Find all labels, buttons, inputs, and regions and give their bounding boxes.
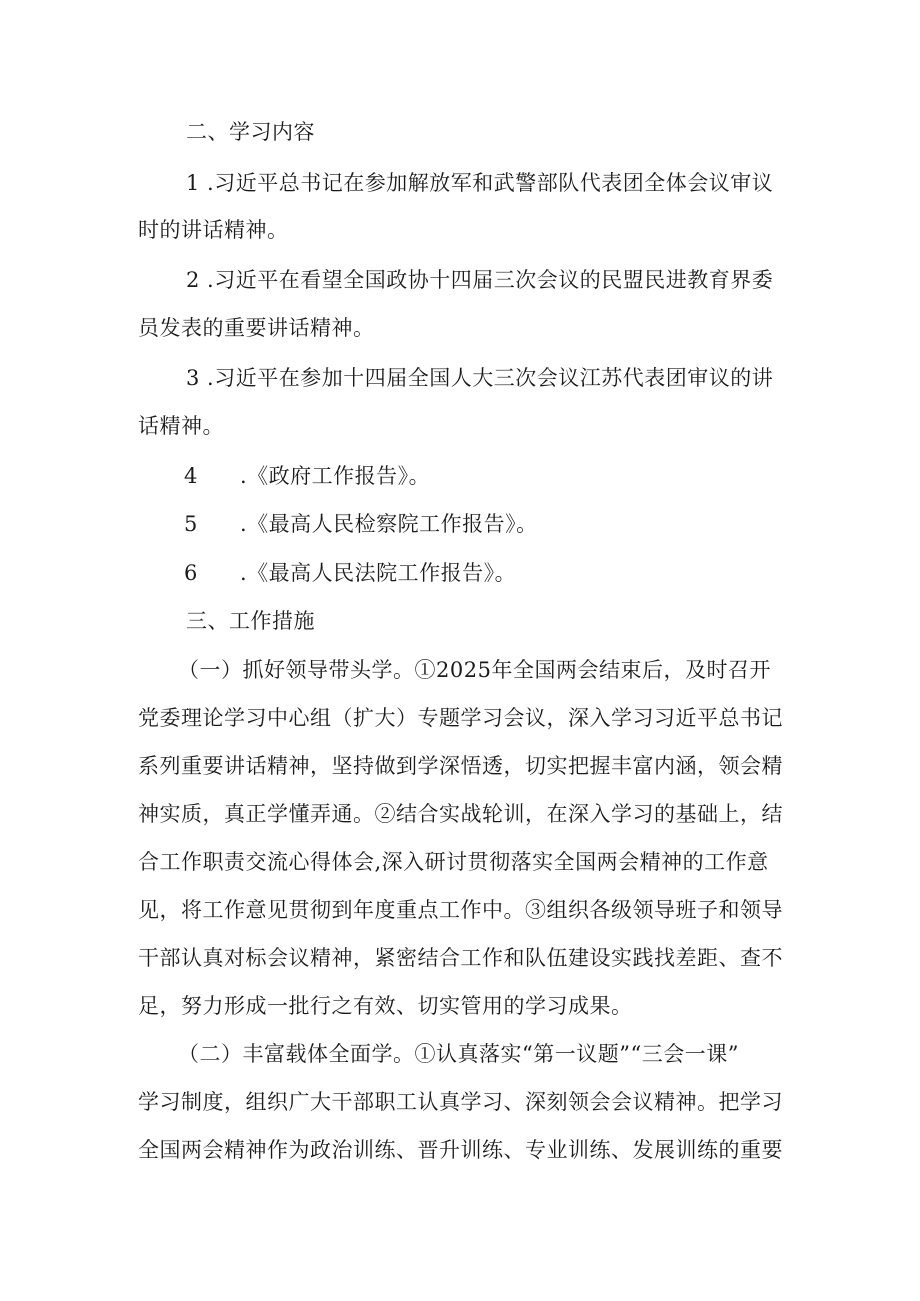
study-item-4-number: 4 xyxy=(184,464,198,488)
measure-1-line-5: 合工作职责交流心得体会,深入研讨贯彻落实全国两会精神的工作意 xyxy=(138,850,769,874)
study-item-1-line-1: 1 .习近平总书记在参加解放军和武警部队代表团全体会议审议 xyxy=(186,171,774,195)
measure-1-line-1: （一）抓好领导带头学。①2025年全国两会结束后，及时召开 xyxy=(178,658,771,682)
measure-1-line-8: 足，努力形成一批行之有效、切实管用的学习成果。 xyxy=(138,994,633,1018)
section-heading-study-content: 二、学习内容 xyxy=(186,120,315,144)
measure-1-line-4: 神实质，真正学懂弄通。②结合实战轮训，在深入学习的基础上，结 xyxy=(138,802,783,826)
study-item-2-line-1: 2 .习近平在看望全国政协十四届三次会议的民盟民进教育界委 xyxy=(186,268,774,292)
measure-1-line-3: 系列重要讲话精神，坚持做到学深悟透，切实把握丰富内涵，领会精 xyxy=(138,754,783,778)
study-item-6-number: 6 xyxy=(184,561,198,585)
study-item-4-text: .《政府工作报告》。 xyxy=(240,464,431,488)
measure-2-line-2: 学习制度，组织广大干部职工认真学习、深刻领会会议精神。把学习 xyxy=(138,1090,783,1114)
study-item-3-line-2: 话精神。 xyxy=(138,414,224,438)
study-item-5-text: .《最高人民检察院工作报告》。 xyxy=(240,512,538,536)
measure-2-line-1: （二）丰富载体全面学。①认真落实“第一议题”“三会一课” xyxy=(178,1042,739,1066)
measure-1-line-2: 党委理论学习中心组（扩大）专题学习会议，深入学习习近平总书记 xyxy=(138,706,783,730)
measure-1-line-6: 见，将工作意见贯彻到年度重点工作中。③组织各级领导班子和领导 xyxy=(138,898,783,922)
measure-1-line-7: 干部认真对标会议精神，紧密结合工作和队伍建设实践找差距、查不 xyxy=(138,946,783,970)
measure-2-line-3: 全国两会精神作为政治训练、晋升训练、专业训练、发展训练的重要 xyxy=(138,1138,783,1162)
study-item-6-text: .《最高人民法院工作报告》。 xyxy=(240,561,517,585)
section-heading-work-measures: 三、工作措施 xyxy=(186,609,315,633)
study-item-3-line-1: 3 .习近平在参加十四届全国人大三次会议江苏代表团审议的讲 xyxy=(186,366,774,390)
study-item-1-line-2: 时的讲话精神。 xyxy=(138,218,289,242)
study-item-2-line-2: 员发表的重要讲话精神。 xyxy=(138,316,375,340)
study-item-5-number: 5 xyxy=(184,512,198,536)
